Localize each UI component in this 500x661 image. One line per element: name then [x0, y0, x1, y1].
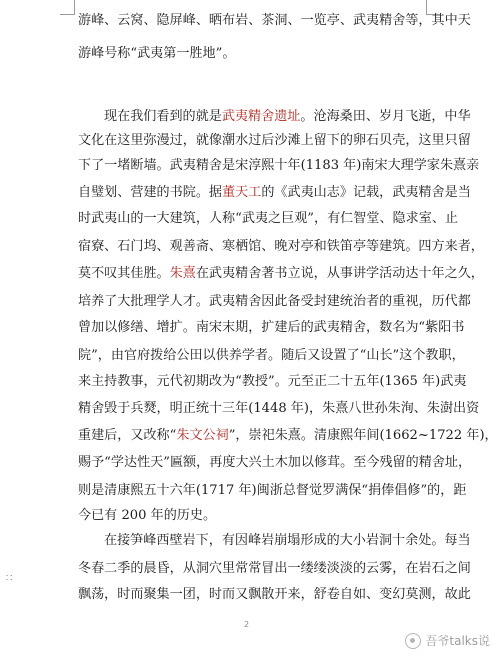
text-line	[78, 289, 471, 315]
text-segment: 在接笋峰西壁岩下，有因峰岩崩塌形成的大小岩洞十余处。每当	[104, 533, 471, 548]
watermark	[405, 632, 490, 649]
crop-mark-top-left	[60, 0, 75, 15]
text-line	[78, 128, 471, 154]
watermark-logo-icon	[405, 633, 421, 649]
watermark-text: 吾爷talks说	[425, 634, 490, 648]
text-line	[78, 396, 480, 422]
text-segment: 莫不叹其佳胜。	[78, 266, 170, 281]
text-segment: 则是清康熙五十六年(1717 年)闽浙总督觉罗满保“捐俸倡修”的，距	[78, 483, 467, 498]
text-segment: 来主持教事，元代初期改为“教授”。元至正二十五年(1365 年)武夷	[78, 374, 467, 389]
highlighted-term: 董天工	[222, 185, 262, 200]
text-line	[78, 582, 471, 608]
text-segment: 文化在这里弥漫过，就像潮水过后沙滩上留下的卵石贝壳，这里只留	[78, 133, 471, 148]
text-segment: 重建后，又改称“	[78, 428, 177, 443]
text-line	[78, 343, 465, 369]
text-segment: 时武夷山的一大建筑，人称“武夷之巨观”，有仁智堂、隐求室、止	[78, 211, 459, 226]
text-segment: 。沧海桑田、岁月飞逝，中华	[300, 109, 471, 124]
text-line	[78, 528, 471, 554]
text-segment: 游峰号称“武夷第一胜地”。	[78, 46, 236, 61]
text-line	[78, 8, 471, 34]
text-line	[78, 41, 428, 67]
page-number: 2	[244, 620, 250, 629]
text-segment: 赐予“学达性天”匾额，再度大兴土木加以修茸。至今残留的精舍址，	[78, 455, 472, 470]
text-segment: 飘荡，时而聚集一团，时而又飘散开来，舒卷自如、变幻莫测，故此	[78, 587, 471, 602]
text-segment: 院”，由官府拨给公田以供养学者。随后又设置了“山长”这个教职，	[78, 348, 465, 363]
text-line	[78, 104, 471, 130]
text-line	[78, 503, 428, 529]
text-line	[78, 478, 467, 504]
text-segment: 培养了大批理学人才。武夷精舍因此备受封建统治者的重视，历代都	[78, 294, 471, 309]
text-line	[78, 153, 480, 179]
text-segment: 冬春二季的晨昏，从洞穴里常常冒出一缕缕淡淡的云雾，在岩石之间	[78, 561, 471, 576]
text-line	[78, 234, 484, 260]
text-line	[78, 556, 471, 582]
side-mark: ∷	[6, 573, 12, 584]
text-line	[78, 369, 467, 395]
text-segment: 曾加以修缮、增扩。南宋末期，扩建后的武夷精舍，数名为“紫阳书	[78, 320, 465, 335]
text-segment: 精舍毁于兵燹，明正统十三年(1448 年)，朱熹八世孙朱洵、朱澍出资	[78, 401, 480, 416]
highlighted-term: 朱文公祠	[176, 428, 229, 443]
text-line	[78, 180, 471, 206]
text-segment: 宿寮、石门坞、观善斋、寒栖馆、晚对亭和铁笛亭等建筑。四方来者，	[78, 239, 484, 254]
text-line	[78, 206, 459, 232]
text-segment: 今已有 200 年的历史。	[78, 508, 217, 523]
text-line	[78, 450, 472, 476]
text-segment: 现在我们看到的就是	[104, 109, 222, 124]
text-line	[78, 261, 484, 287]
text-segment: 游峰、云窝、隐屏峰、晒布岩、茶洞、一览亭、武夷精舍等，其中天	[78, 13, 471, 28]
highlighted-term: 朱熹	[169, 266, 196, 281]
text-segment: 下了一堵断墙。武夷精舍是宋淳熙十年(1183 年)南宋大理学家朱熹亲	[78, 158, 480, 173]
text-line	[78, 315, 465, 341]
text-segment: 的《武夷山志》记载，武夷精舍是当	[261, 185, 471, 200]
text-segment: ”，崇祀朱熹。清康熙年间(1662~1722 年)，	[228, 428, 498, 443]
text-segment: 自璧划、营建的书院。据	[78, 185, 223, 200]
highlighted-term: 武夷精舍遗址	[221, 109, 301, 124]
text-line	[78, 423, 498, 449]
text-segment: 在武夷精舍著书立说，从事讲学活动达十年之久，	[195, 266, 484, 281]
